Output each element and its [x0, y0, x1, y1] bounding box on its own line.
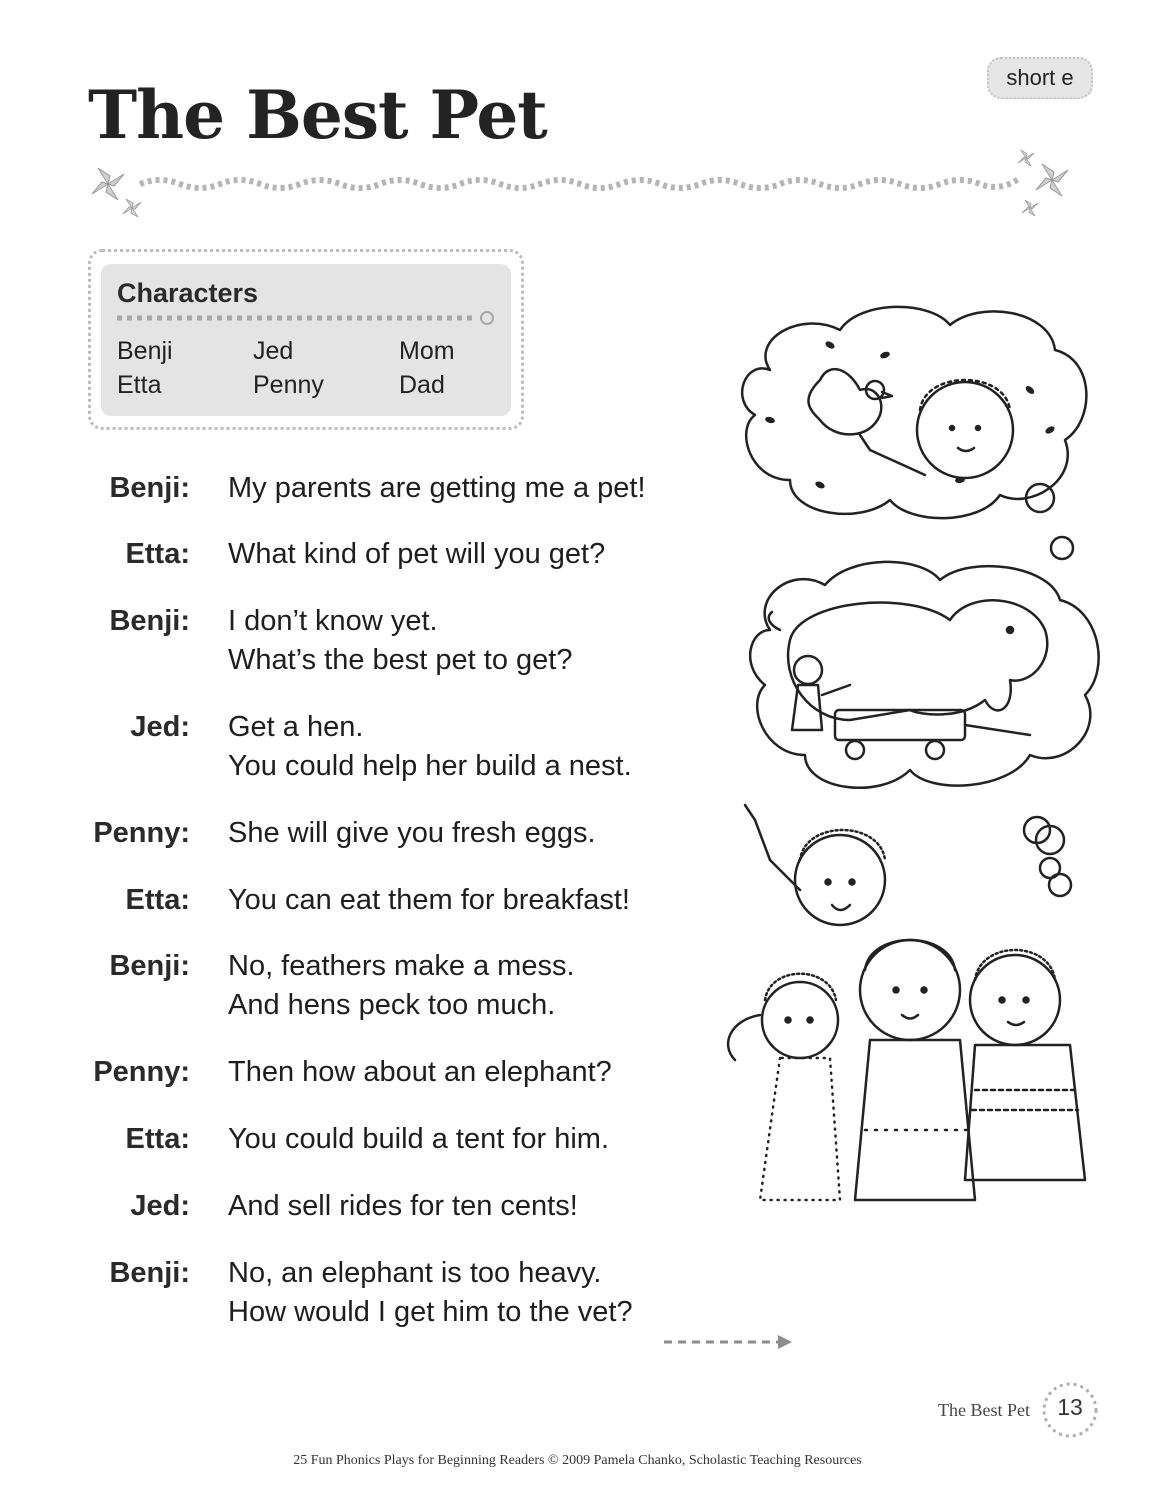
copyright-footer: 25 Fun Phonics Plays for Beginning Readers © 2009 Pamela Chanko, Scholastic Teaching Resources	[293, 1453, 862, 1468]
continue-arrow-icon	[664, 1333, 796, 1351]
speaker-name: Etta:	[125, 538, 190, 570]
speech-line: And sell rides for ten cents!	[228, 1190, 578, 1222]
pinwheel-icon-right	[1036, 164, 1068, 196]
small-pinwheel-icon-right	[1018, 150, 1038, 216]
speech-line: My parents are getting me a pet!	[228, 472, 646, 504]
phonics-tag: short e	[987, 57, 1093, 99]
characters-heading: Characters	[117, 278, 259, 308]
character-name: Dad	[399, 371, 445, 399]
sun-icon	[481, 312, 493, 324]
speaker-name: Jed:	[130, 1190, 190, 1222]
speaker-name: Jed:	[130, 711, 190, 743]
speech-line: You could build a tent for him.	[228, 1123, 610, 1155]
character-name: Etta	[117, 371, 162, 399]
illustration	[710, 300, 1130, 1280]
children-group	[728, 805, 1085, 1200]
speech-text	[228, 950, 575, 1028]
speech-text	[228, 884, 630, 923]
speech-text	[228, 817, 596, 856]
speech-line: No, feathers make a mess.	[228, 950, 575, 982]
speaker-name: Benji:	[109, 605, 190, 637]
speech-line: She will give you fresh eggs.	[228, 817, 596, 849]
speaker-name: Etta:	[125, 884, 190, 916]
dotted-rule	[115, 310, 501, 326]
speech-line: How would I get him to the vet?	[228, 1296, 633, 1328]
small-pinwheel-icon	[123, 199, 141, 217]
speaker-name: Benji:	[109, 472, 190, 504]
speech-text	[228, 711, 632, 789]
decorative-divider	[80, 146, 1080, 226]
speech-text	[228, 1257, 633, 1335]
speech-line: I don’t know yet.	[228, 605, 438, 637]
characters-box	[88, 249, 524, 430]
hen-icon	[808, 369, 892, 434]
speech-line: You could help her build a nest.	[228, 750, 632, 782]
speech-text	[228, 1190, 578, 1229]
speech-text	[228, 1056, 612, 1095]
speech-line: What kind of pet will you get?	[228, 538, 606, 570]
speech-line: No, an elephant is too heavy.	[228, 1257, 602, 1289]
speech-text	[228, 605, 572, 683]
speech-text	[228, 1123, 609, 1162]
character-name: Penny	[253, 371, 324, 399]
thought-bubble-hen	[742, 307, 1086, 559]
speaker-name: Penny:	[93, 817, 190, 849]
characters-panel	[101, 264, 511, 416]
speech-text	[228, 472, 646, 511]
page-title: The Best Pet	[88, 76, 547, 154]
speech-line: Then how about an elephant?	[228, 1056, 612, 1088]
speech-line: And hens peck too much.	[228, 989, 556, 1021]
speaker-name: Benji:	[109, 1257, 190, 1289]
speech-line: Get a hen.	[228, 711, 364, 743]
character-name: Benji	[117, 337, 173, 365]
speech-line: You can eat them for breakfast!	[228, 884, 630, 916]
speaker-name: Penny:	[93, 1056, 190, 1088]
elephant-icon	[769, 600, 1048, 720]
page-number: 13	[1057, 1394, 1083, 1420]
speaker-name: Etta:	[125, 1123, 190, 1155]
running-head: The Best Pet	[938, 1400, 1030, 1420]
pinwheel-icon	[92, 168, 124, 200]
speech-line: What’s the best pet to get?	[228, 644, 573, 676]
wavy-dotted-line	[140, 178, 1020, 188]
character-name: Mom	[399, 337, 455, 365]
speech-text	[228, 538, 605, 577]
character-name: Jed	[253, 337, 294, 365]
speaker-name: Benji:	[109, 950, 190, 982]
